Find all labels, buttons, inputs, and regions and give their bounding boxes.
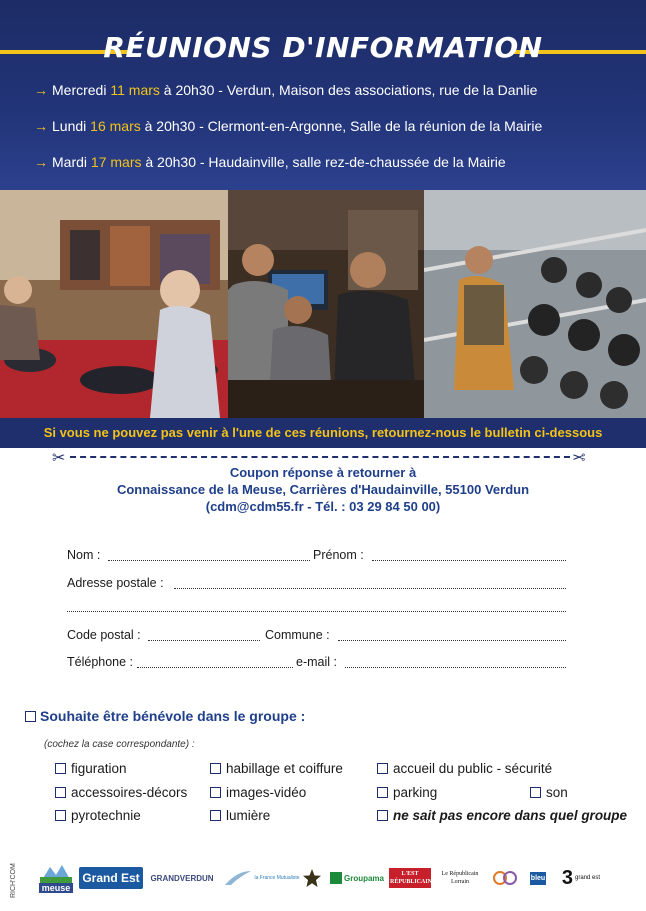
grand-est-logo-text: Grand Est xyxy=(79,867,142,889)
groupama-mark-icon xyxy=(330,872,342,884)
option-ne-sait-pas[interactable] xyxy=(377,808,627,823)
credit-text: RICH'COM xyxy=(10,863,17,898)
option-figuration[interactable] xyxy=(55,761,127,776)
meeting-date: 17 mars xyxy=(90,154,142,170)
france-mutualiste-logo xyxy=(254,858,300,898)
volunteer-checkbox[interactable] xyxy=(25,711,36,722)
meuse-logo xyxy=(38,858,74,898)
checkbox[interactable] xyxy=(210,763,221,774)
page-title: RÉUNIONS D'INFORMATION xyxy=(103,31,543,64)
france3-logo-region: grand est xyxy=(575,875,601,881)
code-postal-label: Code postal : xyxy=(67,628,141,642)
checkbox[interactable] xyxy=(377,787,388,798)
checkbox[interactable] xyxy=(377,810,388,821)
volunteer-title[interactable] xyxy=(25,708,305,724)
meuse-logo-text: meuse xyxy=(39,883,74,893)
arrow-icon: → xyxy=(34,154,48,170)
meeting-day: Mardi xyxy=(52,154,88,170)
adresse-field-line2[interactable] xyxy=(67,611,566,612)
option-son[interactable] xyxy=(530,785,568,800)
checkbox[interactable] xyxy=(377,763,388,774)
meeting-date: 16 mars xyxy=(90,118,141,134)
photo-costume-workshop xyxy=(0,190,228,418)
meeting-day: Lundi xyxy=(52,118,87,134)
est-republicain-logo-text: L'EST RÉPUBLICAIN xyxy=(389,868,431,888)
option-habillage[interactable] xyxy=(210,761,343,776)
wing-logo xyxy=(224,858,252,898)
meeting-details: à 20h30 - Verdun, Maison des associations, rue de la Danlie xyxy=(163,82,538,98)
notice-banner: Si vous ne pouvez pas venir à l'une de ces réunions, retournez-nous le bulletin ci-dessous xyxy=(0,418,646,448)
header-band xyxy=(0,0,646,200)
meeting-list xyxy=(34,80,634,188)
option-label: habillage et coiffure xyxy=(226,761,343,776)
grandverdun-logo xyxy=(148,858,216,898)
option-label: parking xyxy=(393,785,438,800)
adresse-label: Adresse postale : xyxy=(67,576,164,590)
coupon-organisation: Connaissance de la Meuse, Carrières d'Haudainville, 55100 Verdun xyxy=(116,482,530,497)
prenom-field[interactable] xyxy=(372,560,566,561)
coupon-address xyxy=(0,464,646,515)
checkbox[interactable] xyxy=(55,787,66,798)
arrow-icon: → xyxy=(34,82,48,98)
prenom-label: Prénom : xyxy=(313,548,364,562)
option-label: figuration xyxy=(71,761,127,776)
meeting-date: 11 mars xyxy=(110,82,160,98)
option-pyrotechnie[interactable] xyxy=(55,808,141,823)
meeting-day: Mercredi xyxy=(52,82,107,98)
photo-video-control xyxy=(228,190,424,418)
option-images-video[interactable] xyxy=(210,785,306,800)
republicain-lorrain-logo xyxy=(436,858,484,898)
cut-line xyxy=(70,456,570,458)
meeting-item xyxy=(34,152,634,188)
checkbox[interactable] xyxy=(210,787,221,798)
groupama-logo xyxy=(328,858,386,898)
republicain-lorrain-logo-text: Le Républicain Lorrain xyxy=(441,871,479,885)
commune-field[interactable] xyxy=(338,640,566,641)
option-accueil[interactable] xyxy=(377,761,552,776)
commune-label: Commune : xyxy=(265,628,330,642)
code-postal-field[interactable] xyxy=(148,640,260,641)
scissors-icon: ✂ xyxy=(52,450,66,467)
meeting-item xyxy=(34,80,634,116)
telephone-label: Téléphone : xyxy=(67,655,134,669)
option-accessoires[interactable] xyxy=(55,785,187,800)
france-mutualiste-logo-text: la France Mutualiste xyxy=(254,875,300,881)
grand-est-logo xyxy=(80,858,142,898)
grandverdun-logo-text: GRANDVERDUN xyxy=(150,873,214,883)
ffh-logo xyxy=(490,858,522,898)
groupama-logo-text: Groupama xyxy=(343,873,384,883)
option-label: accueil du public - sécurité xyxy=(393,761,553,776)
volunteer-title-text: Souhaite être bénévole dans le groupe : xyxy=(40,708,306,724)
france3-logo xyxy=(550,858,612,898)
meeting-details: à 20h30 - Haudainville, salle rez-de-chaussée de la Mairie xyxy=(145,154,506,170)
checkbox[interactable] xyxy=(210,810,221,821)
arrow-icon: → xyxy=(34,118,48,134)
telephone-field[interactable] xyxy=(137,667,293,668)
coupon-contact: (cdm@cdm55.fr - Tél. : 03 29 84 50 00) xyxy=(205,499,441,514)
france-bleu-logo-text: bleu xyxy=(530,872,546,885)
option-label: ne sait pas encore dans quel groupe xyxy=(393,808,628,823)
scissors-icon: ✂ xyxy=(572,450,586,467)
photo-strip xyxy=(0,190,646,418)
coupon-heading: Coupon réponse à retourner à xyxy=(229,465,417,480)
meeting-item xyxy=(34,116,634,152)
nom-label: Nom : xyxy=(67,548,101,562)
meeting-details: à 20h30 - Clermont-en-Argonne, Salle de la réunion de la Mairie xyxy=(144,118,543,134)
france-bleu-logo xyxy=(528,858,548,898)
adresse-field[interactable] xyxy=(174,588,566,589)
checkbox[interactable] xyxy=(530,787,541,798)
photo-lighting-rig xyxy=(424,190,646,418)
checkbox[interactable] xyxy=(55,810,66,821)
star-emblem-icon xyxy=(302,858,322,898)
option-parking[interactable] xyxy=(377,785,437,800)
checkbox[interactable] xyxy=(55,763,66,774)
email-field[interactable] xyxy=(345,667,566,668)
option-label: images-vidéo xyxy=(226,785,307,800)
option-label: pyrotechnie xyxy=(71,808,141,823)
volunteer-hint: (cochez la case correspondante) : xyxy=(44,739,195,750)
option-label: son xyxy=(546,785,568,800)
option-label: lumière xyxy=(226,808,271,823)
france3-logo-number: 3 xyxy=(561,866,574,889)
est-republicain-logo xyxy=(389,858,431,898)
option-label: accessoires-décors xyxy=(71,785,188,800)
nom-field[interactable] xyxy=(108,560,310,561)
option-lumiere[interactable] xyxy=(210,808,270,823)
email-label: e-mail : xyxy=(296,655,337,669)
